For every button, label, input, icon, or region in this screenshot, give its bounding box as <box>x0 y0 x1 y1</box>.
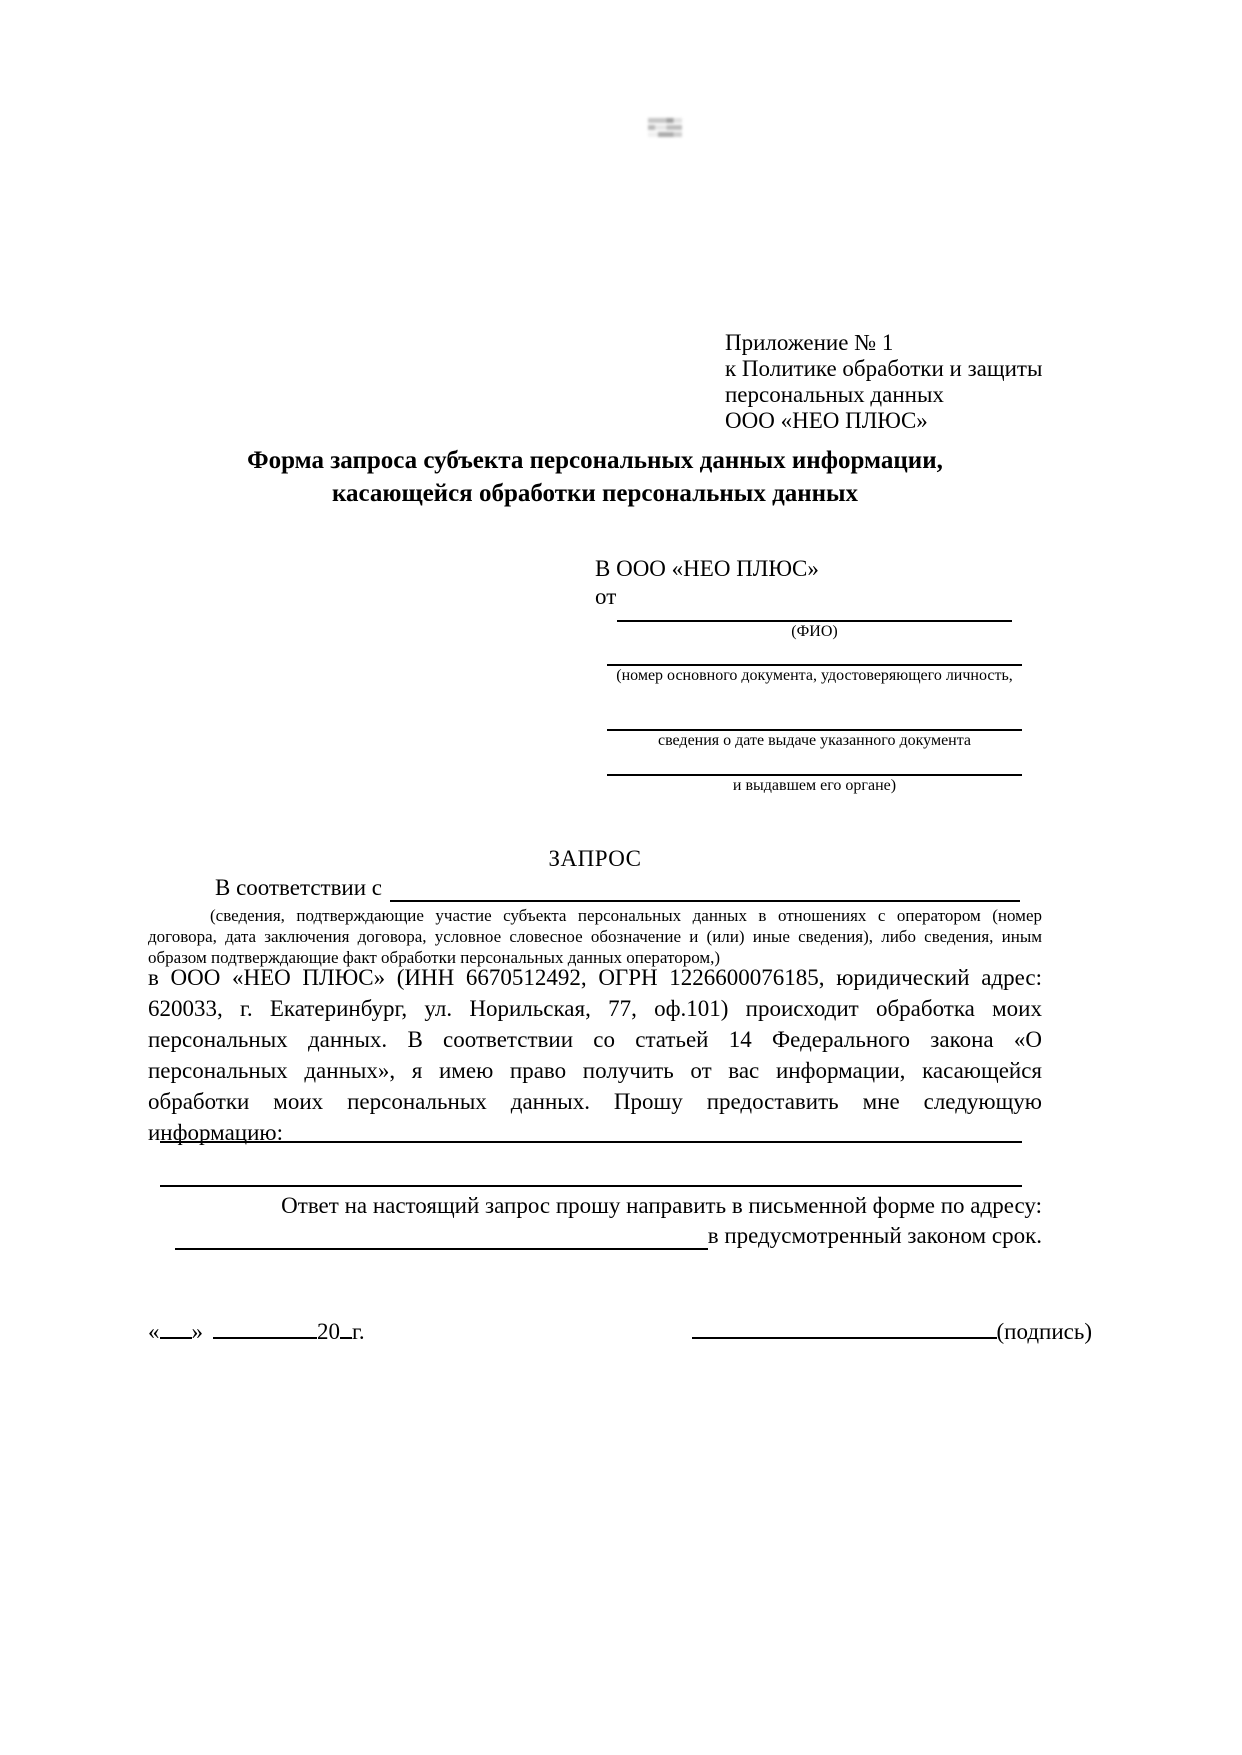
basis-input-line[interactable] <box>390 875 1020 902</box>
requested-info-input-line-1[interactable] <box>160 1141 1022 1143</box>
note-text: (сведения, подтверждающие участие субъекта персональных данных в отношениях с оператором (номер договора, дата заключения договора, условное словесное обозначение и (или) иные сведения), либо сведения, иным образом подтверждающие факт обработки персональных данных оператором,) <box>148 906 1042 967</box>
date-quote-open: « <box>148 1319 160 1344</box>
addressee-from: от <box>595 584 617 609</box>
signature-input-line[interactable] <box>692 1319 997 1339</box>
signature-label: (подпись) <box>996 1319 1092 1344</box>
requested-info-input-line-2[interactable] <box>160 1185 1022 1187</box>
appendix-line: персональных данных <box>725 382 944 407</box>
addressee-to: В ООО «НЕО ПЛЮС» <box>595 556 819 581</box>
address-line <box>175 1222 1042 1250</box>
fio-input-line[interactable] <box>617 611 1012 622</box>
document-issue-date-label: сведения о дате выдаче указанного документа <box>657 732 972 749</box>
date-year-prefix: 20 <box>317 1319 340 1344</box>
appendix-line: ООО «НЕО ПЛЮС» <box>725 408 928 433</box>
footer-row <box>148 1318 1092 1346</box>
body-paragraph: в ООО «НЕО ПЛЮС» (ИНН 6670512492, ОГРН 1226600076185, юридический адрес: 620033, г. Екатеринбург, ул. Норильская, 77, оф.101) происходит обработка моих персональных данных. В соответствии со статьей 14 Федерального закона «О персональных данных», я имею право получить от вас информации, касающейся обработки моих персональных данных. Прошу предоставить мне следующую информацию: <box>148 965 1042 1145</box>
document-issue-date-input-line[interactable] <box>607 686 1022 731</box>
intro-text: В соответствии с <box>215 875 383 900</box>
document-number-label: (номер основного документа, удостоверяющего личность, <box>616 667 1013 684</box>
date-month-input-line[interactable] <box>213 1319 317 1339</box>
document-title <box>148 444 1042 510</box>
date-quote-close: » <box>191 1319 203 1344</box>
date-field <box>148 1318 365 1346</box>
fio-label: (ФИО) <box>791 623 838 640</box>
issuing-authority-input-line[interactable] <box>607 751 1022 776</box>
answer-instruction-text: Ответ на настоящий запрос прошу направить в письменной форме по адресу: <box>281 1193 1042 1218</box>
document-title-line2: касающейся обработки персональных данных <box>331 480 859 507</box>
request-heading: ЗАПРОС <box>548 846 642 871</box>
date-year-input-line[interactable] <box>340 1319 352 1339</box>
date-year-suffix: г. <box>352 1319 365 1344</box>
signature-field <box>692 1318 1092 1346</box>
appendix-line: Приложение № 1 <box>725 330 894 355</box>
date-day-input-line[interactable] <box>160 1319 192 1339</box>
embedded-mini-image <box>648 118 682 140</box>
answer-deadline-text: в предусмотренный законом срок. <box>707 1223 1042 1248</box>
appendix-line: к Политике обработки и защиты <box>725 356 1043 381</box>
intro-line <box>148 874 1042 902</box>
document-title-line1: Форма запроса субъекта персональных данных информации, <box>247 447 943 474</box>
addressee-block <box>595 555 1022 796</box>
appendix-block <box>725 330 1042 434</box>
address-input-line[interactable] <box>175 1223 708 1250</box>
document-number-input-line[interactable] <box>607 642 1022 666</box>
issuing-authority-label: и выдавшем его органе) <box>732 777 897 794</box>
